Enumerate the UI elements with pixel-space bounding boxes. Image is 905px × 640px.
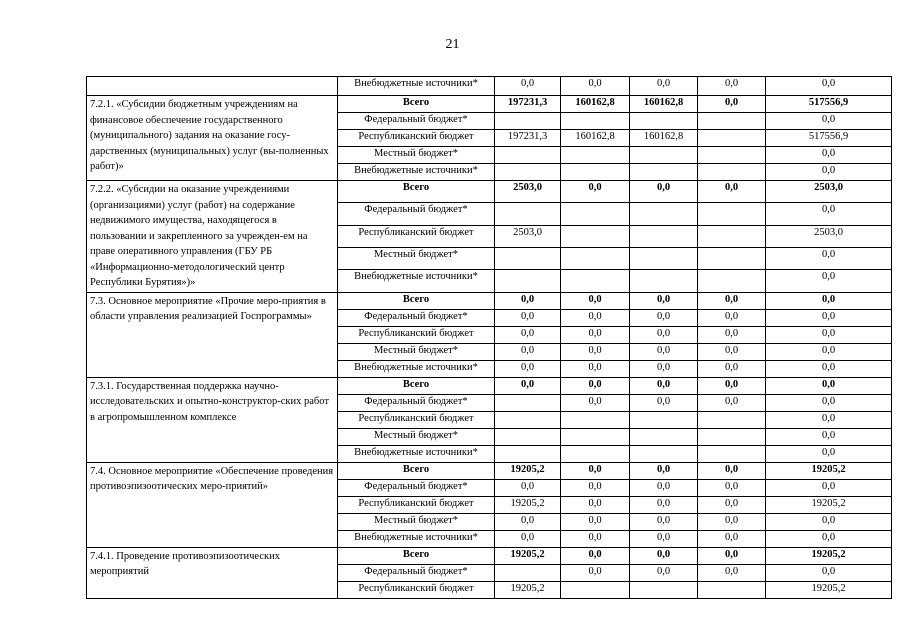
amount-cell: 0,0 [495, 292, 561, 309]
amount-cell [495, 247, 561, 269]
amount-cell: 0,0 [698, 309, 766, 326]
table-row [87, 462, 892, 479]
amount-cell: 0,0 [630, 292, 698, 309]
amount-cell: 0,0 [630, 496, 698, 513]
amount-cell [495, 411, 561, 428]
amount-cell [495, 113, 561, 130]
amount-cell: 2503,0 [766, 225, 892, 247]
amount-cell [495, 445, 561, 462]
amount-cell: 0,0 [698, 377, 766, 394]
amount-cell [698, 147, 766, 164]
amount-cell: 0,0 [698, 292, 766, 309]
amount-cell: 2503,0 [766, 181, 892, 203]
amount-cell: 0,0 [630, 513, 698, 530]
amount-cell: 0,0 [766, 394, 892, 411]
amount-cell: 0,0 [766, 147, 892, 164]
funding-source-cell: Местный бюджет* [338, 247, 495, 269]
amount-cell [495, 164, 561, 181]
amount-cell: 0,0 [698, 360, 766, 377]
amount-cell: 0,0 [698, 77, 766, 96]
amount-cell: 0,0 [766, 203, 892, 225]
funding-source-cell: Внебюджетные источники* [338, 270, 495, 292]
funding-source-cell: Всего [338, 462, 495, 479]
amount-cell: 0,0 [766, 270, 892, 292]
amount-cell: 0,0 [766, 292, 892, 309]
funding-source-cell: Внебюджетные источники* [338, 360, 495, 377]
funding-source-cell: Федеральный бюджет* [338, 113, 495, 130]
amount-cell: 0,0 [561, 360, 630, 377]
amount-cell: 0,0 [698, 343, 766, 360]
amount-cell [698, 164, 766, 181]
amount-cell: 0,0 [561, 394, 630, 411]
amount-cell [630, 225, 698, 247]
amount-cell [561, 147, 630, 164]
amount-cell: 0,0 [698, 547, 766, 564]
amount-cell: 197231,3 [495, 130, 561, 147]
amount-cell: 0,0 [766, 530, 892, 547]
amount-cell: 517556,9 [766, 96, 892, 113]
amount-cell [630, 203, 698, 225]
amount-cell: 0,0 [766, 113, 892, 130]
funding-source-cell: Федеральный бюджет* [338, 479, 495, 496]
amount-cell: 19205,2 [495, 496, 561, 513]
amount-cell [561, 113, 630, 130]
amount-cell: 0,0 [766, 428, 892, 445]
funding-source-cell: Всего [338, 377, 495, 394]
amount-cell [495, 270, 561, 292]
amount-cell: 0,0 [766, 377, 892, 394]
amount-cell: 0,0 [766, 343, 892, 360]
amount-cell: 0,0 [698, 564, 766, 581]
funding-source-cell: Местный бюджет* [338, 343, 495, 360]
amount-cell: 19205,2 [495, 462, 561, 479]
amount-cell [561, 411, 630, 428]
funding-source-cell: Внебюджетные источники* [338, 530, 495, 547]
amount-cell: 0,0 [698, 496, 766, 513]
funding-source-cell: Федеральный бюджет* [338, 309, 495, 326]
table-row [87, 96, 892, 113]
amount-cell: 0,0 [561, 496, 630, 513]
amount-cell: 0,0 [630, 343, 698, 360]
amount-cell: 0,0 [766, 360, 892, 377]
amount-cell: 160162,8 [561, 96, 630, 113]
amount-cell: 0,0 [698, 96, 766, 113]
amount-cell: 0,0 [766, 326, 892, 343]
amount-cell: 160162,8 [630, 96, 698, 113]
amount-cell: 0,0 [766, 513, 892, 530]
amount-cell [561, 445, 630, 462]
activity-cell: 7.3. Основное мероприятие «Прочие меро-приятия в области управления реализацией Госпрограммы» [87, 292, 338, 377]
funding-source-cell: Федеральный бюджет* [338, 564, 495, 581]
amount-cell: 19205,2 [766, 462, 892, 479]
amount-cell [630, 428, 698, 445]
table-row [87, 181, 892, 203]
budget-table [86, 76, 892, 599]
amount-cell [630, 147, 698, 164]
funding-source-cell: Всего [338, 181, 495, 203]
amount-cell [495, 564, 561, 581]
amount-cell: 0,0 [561, 326, 630, 343]
table-row [87, 77, 892, 96]
amount-cell: 0,0 [698, 326, 766, 343]
funding-source-cell: Местный бюджет* [338, 513, 495, 530]
amount-cell: 0,0 [495, 479, 561, 496]
amount-cell: 0,0 [561, 513, 630, 530]
amount-cell: 0,0 [561, 343, 630, 360]
amount-cell: 19205,2 [766, 581, 892, 598]
amount-cell: 0,0 [630, 564, 698, 581]
amount-cell [561, 225, 630, 247]
amount-cell [698, 445, 766, 462]
amount-cell: 0,0 [698, 530, 766, 547]
amount-cell [561, 270, 630, 292]
amount-cell: 0,0 [698, 181, 766, 203]
amount-cell [495, 394, 561, 411]
funding-source-cell: Местный бюджет* [338, 147, 495, 164]
amount-cell: 0,0 [495, 77, 561, 96]
amount-cell: 0,0 [766, 77, 892, 96]
amount-cell [698, 203, 766, 225]
amount-cell: 0,0 [561, 564, 630, 581]
activity-cell: 7.2.2. «Субсидии на оказание учреждениями (организациями) услуг (работ) на содержание недвижимого имущества, находящегося в пользовании и закрепленного за учрежден-ем на праве оперативного управления (ГБУ РБ «Информационно-методологический центр Республики Бурятия»)» [87, 181, 338, 293]
amount-cell: 0,0 [630, 530, 698, 547]
amount-cell: 0,0 [495, 326, 561, 343]
amount-cell: 0,0 [630, 181, 698, 203]
amount-cell [630, 411, 698, 428]
page-number: 21 [445, 37, 460, 52]
amount-cell [630, 445, 698, 462]
amount-cell [630, 164, 698, 181]
amount-cell: 0,0 [561, 309, 630, 326]
funding-source-cell: Всего [338, 547, 495, 564]
activity-cell: 7.3.1. Государственная поддержка научно-исследовательских и опытно-конструктор-ских работ в агропромышленном комплексе [87, 377, 338, 462]
funding-source-cell: Внебюджетные источники* [338, 164, 495, 181]
amount-cell [561, 164, 630, 181]
amount-cell: 0,0 [495, 530, 561, 547]
amount-cell: 19205,2 [766, 496, 892, 513]
amount-cell [561, 247, 630, 269]
funding-source-cell: Внебюджетные источники* [338, 445, 495, 462]
amount-cell [698, 581, 766, 598]
amount-cell: 0,0 [698, 394, 766, 411]
amount-cell: 0,0 [630, 377, 698, 394]
amount-cell: 0,0 [766, 309, 892, 326]
table-row [87, 292, 892, 309]
amount-cell: 0,0 [766, 445, 892, 462]
amount-cell: 0,0 [630, 394, 698, 411]
amount-cell: 0,0 [698, 479, 766, 496]
funding-source-cell: Федеральный бюджет* [338, 203, 495, 225]
funding-source-cell: Внебюджетные источники* [338, 77, 495, 96]
amount-cell: 160162,8 [561, 130, 630, 147]
amount-cell [561, 203, 630, 225]
funding-source-cell: Местный бюджет* [338, 428, 495, 445]
funding-source-cell: Всего [338, 96, 495, 113]
funding-source-cell: Федеральный бюджет* [338, 394, 495, 411]
funding-source-cell: Республиканский бюджет [338, 411, 495, 428]
amount-cell: 0,0 [561, 462, 630, 479]
amount-cell: 19205,2 [495, 581, 561, 598]
amount-cell: 0,0 [630, 309, 698, 326]
amount-cell: 0,0 [630, 547, 698, 564]
amount-cell [698, 130, 766, 147]
amount-cell: 0,0 [495, 513, 561, 530]
amount-cell [630, 113, 698, 130]
amount-cell: 0,0 [495, 309, 561, 326]
amount-cell: 0,0 [630, 326, 698, 343]
amount-cell: 2503,0 [495, 181, 561, 203]
amount-cell [630, 581, 698, 598]
amount-cell [561, 581, 630, 598]
amount-cell [495, 203, 561, 225]
activity-cell: 7.4. Основное мероприятие «Обеспечение проведения противоэпизоотических меро-приятий» [87, 462, 338, 547]
amount-cell [630, 270, 698, 292]
amount-cell: 0,0 [561, 377, 630, 394]
funding-source-cell: Республиканский бюджет [338, 581, 495, 598]
amount-cell: 19205,2 [495, 547, 561, 564]
amount-cell [698, 247, 766, 269]
amount-cell: 0,0 [766, 564, 892, 581]
amount-cell: 0,0 [766, 411, 892, 428]
amount-cell [698, 428, 766, 445]
amount-cell: 197231,3 [495, 96, 561, 113]
activity-cell: 7.2.1. «Субсидии бюджетным учреждениям на финансовое обеспечение государственного (муниципального) задания на оказание госу-дарственных (муниципальных) услуг (вы-полненных работ)» [87, 96, 338, 181]
funding-source-cell: Республиканский бюджет [338, 326, 495, 343]
funding-source-cell: Республиканский бюджет [338, 225, 495, 247]
amount-cell [495, 428, 561, 445]
amount-cell: 517556,9 [766, 130, 892, 147]
amount-cell [698, 113, 766, 130]
amount-cell [630, 247, 698, 269]
amount-cell: 0,0 [698, 462, 766, 479]
funding-source-cell: Всего [338, 292, 495, 309]
funding-source-cell: Республиканский бюджет [338, 130, 495, 147]
amount-cell: 0,0 [495, 360, 561, 377]
amount-cell: 0,0 [766, 479, 892, 496]
amount-cell [698, 225, 766, 247]
amount-cell [495, 147, 561, 164]
amount-cell: 2503,0 [495, 225, 561, 247]
amount-cell [698, 411, 766, 428]
amount-cell: 0,0 [630, 479, 698, 496]
amount-cell: 0,0 [561, 530, 630, 547]
amount-cell [561, 428, 630, 445]
amount-cell: 0,0 [766, 164, 892, 181]
amount-cell: 0,0 [630, 360, 698, 377]
amount-cell: 19205,2 [766, 547, 892, 564]
amount-cell: 0,0 [561, 181, 630, 203]
amount-cell: 0,0 [495, 343, 561, 360]
amount-cell: 0,0 [561, 479, 630, 496]
table-row [87, 547, 892, 564]
amount-cell: 160162,8 [630, 130, 698, 147]
activity-cell [87, 77, 338, 96]
amount-cell: 0,0 [561, 547, 630, 564]
amount-cell [698, 270, 766, 292]
amount-cell: 0,0 [766, 247, 892, 269]
amount-cell: 0,0 [495, 377, 561, 394]
table-row [87, 377, 892, 394]
amount-cell: 0,0 [561, 77, 630, 96]
amount-cell: 0,0 [630, 77, 698, 96]
amount-cell: 0,0 [630, 462, 698, 479]
activity-cell: 7.4.1. Проведение противоэпизоотических мероприятий [87, 547, 338, 598]
funding-source-cell: Республиканский бюджет [338, 496, 495, 513]
amount-cell: 0,0 [561, 292, 630, 309]
amount-cell: 0,0 [698, 513, 766, 530]
